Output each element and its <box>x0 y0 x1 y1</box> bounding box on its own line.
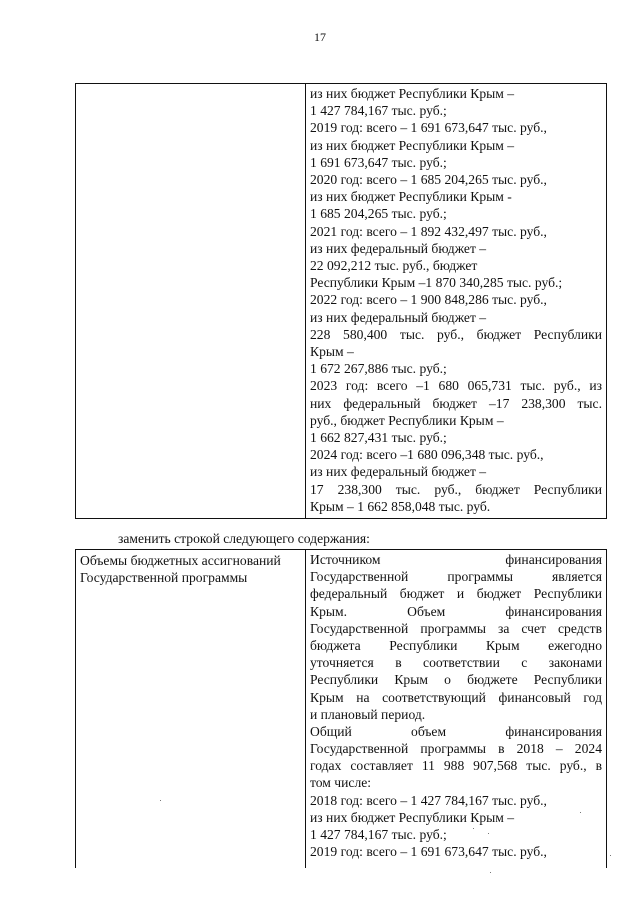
table-line: 1 685 204,265 тыс. руб.; <box>310 206 447 222</box>
table-line: Крым – <box>310 344 354 360</box>
table-line: из них бюджет Республики Крым – <box>310 86 515 101</box>
table-line: том числе: <box>310 775 372 791</box>
table-line: 17 238,300 тыс. руб., бюджет Республики <box>310 481 602 497</box>
scan-speck <box>490 872 491 873</box>
table-line: 2021 год: всего – 1 892 432,497 тыс. руб., <box>310 223 547 239</box>
table-continued <box>75 83 607 519</box>
budget-allocations-text <box>306 550 606 868</box>
scan-speck <box>580 812 581 813</box>
scan-speck <box>160 800 161 801</box>
table-line: Крым. Объем финансирования <box>310 603 602 619</box>
table-line: из них федеральный бюджет – <box>310 309 487 325</box>
table-line: руб., бюджет Республики Крым – <box>310 412 504 428</box>
table-line: 1 672 267,886 тыс. руб.; <box>310 361 447 377</box>
table-line: из них федеральный бюджет – <box>310 464 487 480</box>
table-line: 1 662 827,431 тыс. руб.; <box>310 430 447 446</box>
scan-speck <box>610 855 611 856</box>
table-line: из них бюджет Республики Крым – <box>310 809 515 825</box>
table-line: из них бюджет Республики Крым - <box>310 189 512 205</box>
table-line: из них бюджет Республики Крым – <box>310 137 515 153</box>
scan-speck <box>488 833 489 834</box>
table-line: 2024 год: всего –1 680 096,348 тыс. руб., <box>310 447 544 463</box>
table-line: 1 427 784,167 тыс. руб.; <box>310 103 447 119</box>
table-line: 2023 год: всего –1 680 065,731 тыс. руб., из <box>310 378 602 394</box>
table-line: годах составляет 11 988 907,568 тыс. руб., в <box>310 758 602 774</box>
table-line: Государственной программы является <box>310 569 602 585</box>
replacement-caption: заменить строкой следующего содержания: <box>118 531 370 546</box>
table-line: из них федеральный бюджет – <box>310 240 487 256</box>
table-line: 228 580,400 тыс. руб., бюджет Республики <box>310 326 602 342</box>
table-continued-left-cell <box>76 84 306 518</box>
table-line: них федеральный бюджет –17 238,300 тыс. <box>310 395 602 411</box>
table-line: 1 427 784,167 тыс. руб.; <box>310 827 447 843</box>
table-line: Общий объем финансирования <box>310 723 602 739</box>
table-replacement <box>75 549 607 868</box>
table-line: Республики Крым о бюджете Республики <box>310 672 602 688</box>
table-line: Источником финансирования <box>310 552 602 567</box>
table-continued-right-cell <box>306 84 606 518</box>
table-line: Крым – 1 662 858,048 тыс. руб. <box>310 498 491 514</box>
table-line: 2022 год: всего – 1 900 848,286 тыс. руб., <box>310 292 547 308</box>
table-line: федеральный бюджет и бюджет Республики <box>310 586 602 602</box>
budget-allocations-label: Объемы бюджетных ассигнований Государственной программы <box>76 550 306 868</box>
table-line: 22 092,212 тыс. руб., бюджет <box>310 258 478 274</box>
table-line: 1 691 673,647 тыс. руб.; <box>310 154 447 170</box>
table-line: уточняется в соответствии с законами <box>310 655 602 671</box>
table-line: Республики Крым –1 870 340,285 тыс. руб.; <box>310 275 563 291</box>
table-line: бюджета Республики Крым ежегодно <box>310 637 602 653</box>
page-number: 17 <box>314 30 326 44</box>
table-line: Государственной программы за счет средств <box>310 620 602 636</box>
table-line: 2019 год: всего – 1 691 673,647 тыс. руб., <box>310 120 547 136</box>
scan-speck <box>473 828 474 829</box>
table-line: Крым на соответствующий финансовый год <box>310 689 602 705</box>
table-line: Государственной программы в 2018 – 2024 <box>310 741 602 757</box>
table-line: 2020 год: всего – 1 685 204,265 тыс. руб., <box>310 172 547 188</box>
table-line: 2019 год: всего – 1 691 673,647 тыс. руб., <box>310 844 547 860</box>
table-line: 2018 год: всего – 1 427 784,167 тыс. руб., <box>310 792 547 808</box>
table-line: и плановый период. <box>310 706 426 722</box>
